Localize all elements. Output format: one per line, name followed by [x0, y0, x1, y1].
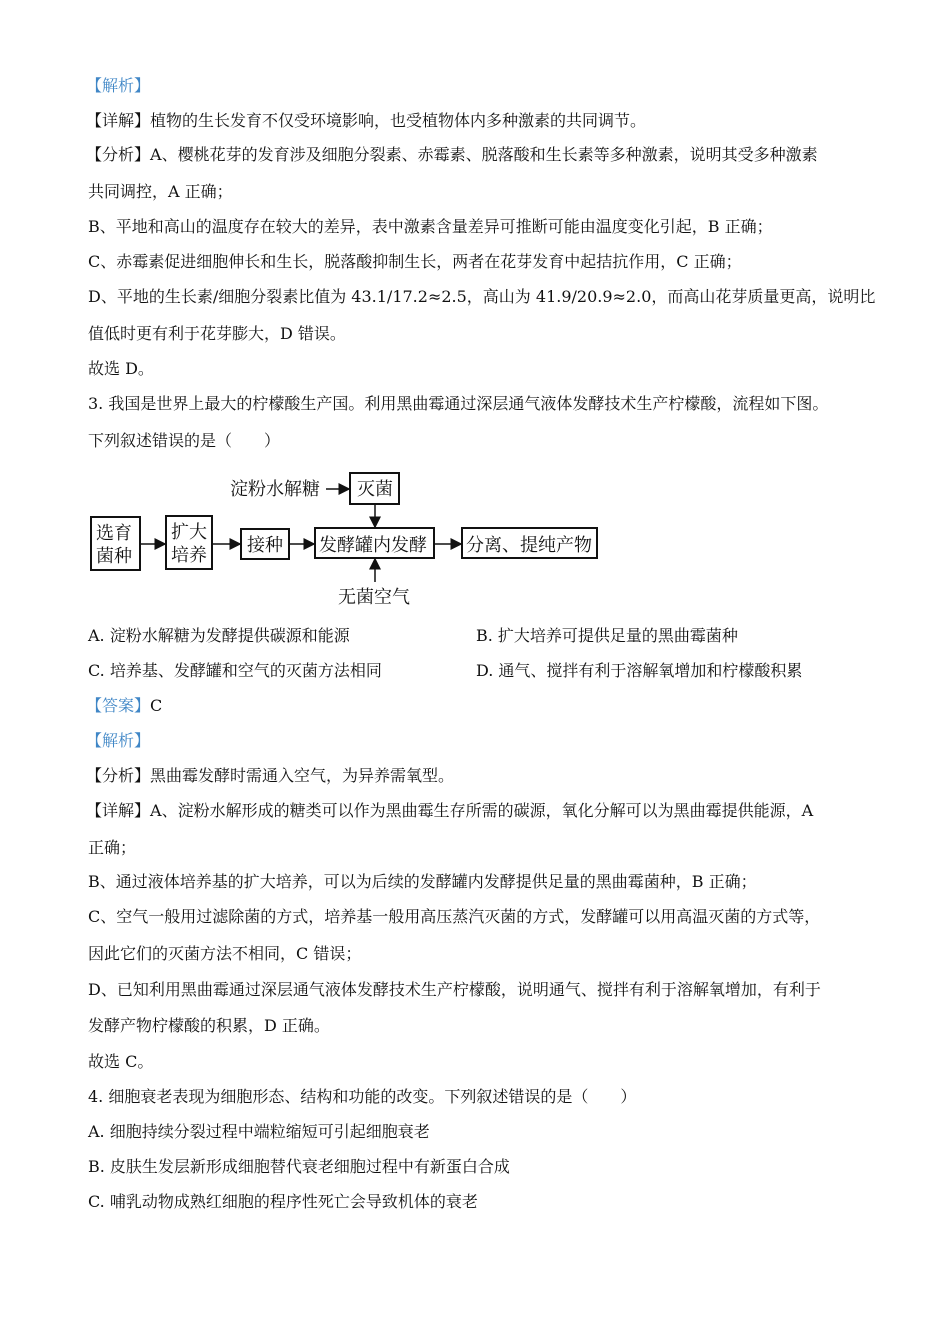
analysis-line: C、赤霉素促进细胞伸长和生长，脱落酸抑制生长，两者在花芽发育中起拮抗作用，C 正确； — [88, 252, 742, 271]
label-separate: 分离、提纯产物 — [466, 535, 592, 556]
analysis-line: 值低时更有利于花芽膨大，D 错误。 — [88, 324, 346, 343]
detail-line: A、淀粉水解形成的糖类可以作为黑曲霉生存所需的碳源，氧化分解可以为黑曲霉提供能源，A — [150, 801, 814, 820]
detail-line: B、通过液体培养基的扩大培养，可以为后续的发酵罐内发酵提供足量的黑曲霉菌种，B 正确； — [88, 872, 757, 891]
detail-line: 正确； — [88, 838, 137, 857]
detail-paragraph — [86, 801, 813, 821]
detail-label: 【详解】 — [86, 801, 151, 820]
detail-line: C、空气一般用过滤除菌的方式，培养基一般用高压蒸汽灭菌的方式，发酵罐可以用高温灭菌的方式等， — [88, 907, 821, 926]
option-c: C. 哺乳动物成熟红细胞的程序性死亡会导致机体的衰老 — [88, 1192, 478, 1211]
analysis-line: A、樱桃花芽的发育涉及细胞分裂素、赤霉素、脱落酸和生长素等多种激素，说明其受多种激素 — [150, 145, 818, 164]
label-expand-1: 扩大 — [171, 522, 207, 543]
label-expand-2: 培养 — [171, 545, 207, 566]
option-c: C. 培养基、发酵罐和空气的灭菌方法相同 — [88, 661, 382, 680]
answer-value: C — [150, 696, 163, 715]
jiexi-label: 【解析】 — [86, 76, 151, 95]
process-flow-diagram — [0, 0, 950, 620]
label-air: 无菌空气 — [338, 587, 410, 608]
label-inoculate: 接种 — [247, 535, 283, 556]
detail-label: 【详解】 — [86, 111, 151, 130]
analysis-label: 【分析】 — [86, 766, 151, 785]
analysis-line: D、平地的生长素/细胞分裂素比值为 43.1/17.2≈2.5，高山为 41.9/20.9≈2.0，而高山花芽质量更高，说明比 — [88, 287, 876, 306]
analysis-line: 共同调控，A 正确； — [88, 182, 233, 201]
question-stem: 4. 细胞衰老表现为细胞形态、结构和功能的改变。下列叙述错误的是（ ） — [88, 1087, 637, 1106]
analysis-text: 黑曲霉发酵时需通入空气，为异养需氧型。 — [150, 766, 455, 785]
option-b: B. 扩大培养可提供足量的黑曲霉菌种 — [476, 626, 738, 645]
question-stem: 下列叙述错误的是（ ） — [88, 431, 281, 450]
detail-text: 植物的生长发育不仅受环境影响，也受植物体内多种激素的共同调节。 — [150, 111, 647, 130]
label-starch: 淀粉水解糖 — [230, 479, 320, 500]
option-a: A. 细胞持续分裂过程中端粒缩短可引起细胞衰老 — [88, 1122, 430, 1141]
analysis-line: B、平地和高山的温度存在较大的差异，表中激素含量差异可推断可能由温度变化引起，B 正确； — [88, 217, 773, 236]
label-ferment: 发酵罐内发酵 — [319, 535, 427, 556]
label-select-2: 菌种 — [96, 546, 132, 567]
detail-line: 发酵产物柠檬酸的积累，D 正确。 — [88, 1016, 330, 1035]
detail-line: D、已知利用黑曲霉通过深层通气液体发酵技术生产柠檬酸，说明通气、搅拌有利于溶解氧增加，有利于 — [88, 980, 821, 999]
conclusion: 故选 C。 — [88, 1052, 154, 1071]
analysis-paragraph — [86, 766, 454, 786]
detail-line: 因此它们的灭菌方法不相同，C 错误； — [88, 944, 362, 963]
option-d: D. 通气、搅拌有利于溶解氧增加和柠檬酸积累 — [476, 661, 803, 680]
conclusion: 故选 D。 — [88, 359, 154, 378]
label-sterilize: 灭菌 — [357, 479, 393, 500]
answer-line — [86, 696, 162, 716]
jiexi-label: 【解析】 — [86, 731, 151, 750]
label-select-1: 选育 — [96, 523, 132, 544]
question-stem: 3. 我国是世界上最大的柠檬酸生产国。利用黑曲霉通过深层通气液体发酵技术生产柠檬酸，流程如下图。 — [88, 394, 829, 413]
answer-label: 【答案】 — [86, 696, 151, 715]
option-b: B. 皮肤生发层新形成细胞替代衰老细胞过程中有新蛋白合成 — [88, 1157, 510, 1176]
analysis-label: 【分析】 — [86, 145, 151, 164]
option-a: A. 淀粉水解糖为发酵提供碳源和能源 — [88, 626, 350, 645]
